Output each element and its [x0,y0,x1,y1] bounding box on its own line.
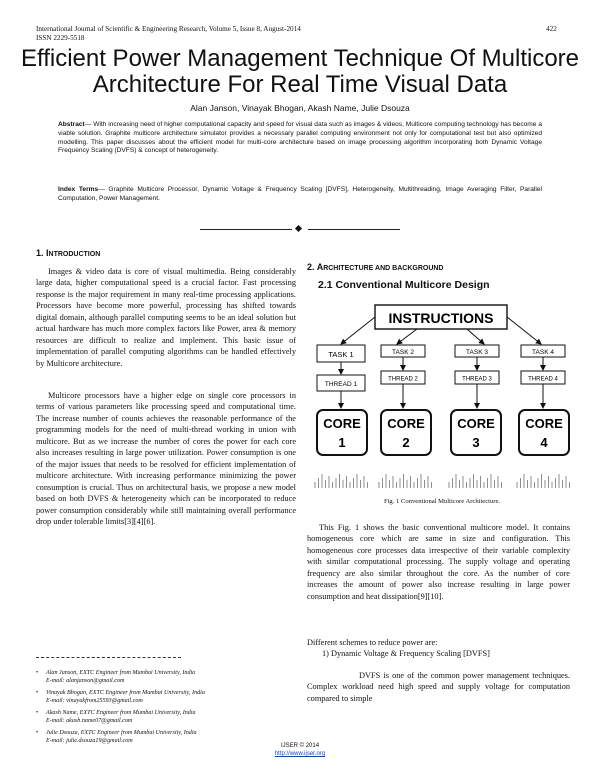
index-terms-label: Index Terms [58,186,99,193]
task-box [317,345,365,362]
bullet-icon: • [36,690,39,696]
abstract-label: Abstract [58,121,85,128]
svg-text:2: 2 [402,435,410,450]
footnote-author-3: • Akash Name, EXTC Engineer from Mumbai University, India E-mail: akash.name07@gmail.com [36,710,196,724]
svg-text:CORE: CORE [525,416,563,431]
svg-text:CORE: CORE [387,416,425,431]
footnote-author-4: • Julie Dsouza, EXTC Engineer from Mumbai University, India E-mail: julie.dsouza19@gmail.com [36,730,197,744]
svg-text:THREAD 3: THREAD 3 [462,376,492,383]
figure-1-diagram [309,300,577,495]
svg-text:1: 1 [338,435,346,450]
figure-1-caption: Fig. 1 Conventional Multicore Architecture. [383,498,501,505]
instructions-box [375,305,507,329]
author-list: Alan Janson, Vinayak Bhogan, Akash Name, Julie Dsouza [190,103,410,113]
thread-box [455,371,499,384]
subsection-2-1-heading: 2.1 Conventional Multicore Design [318,279,490,291]
svg-text:THREAD 4: THREAD 4 [528,376,558,383]
thread-box [381,371,425,384]
paper-title: Efficient Power Management Technique Of Multicore Architecture For Real Time Visual Data [20,45,580,98]
svg-text:3: 3 [472,435,480,450]
arrow [467,329,484,344]
task-box [381,345,425,357]
bullet-icon: • [36,670,39,676]
footnote-rule [36,657,181,658]
core-box [451,410,501,455]
task-box [521,345,565,357]
thread-box [317,375,365,391]
svg-text:TASK 4: TASK 4 [532,349,554,356]
list-item-dvfs: 1) Dynamic Voltage & Frequency Scaling [DVFS] [322,649,490,658]
intro-paragraph-2: Multicore processors have a higher edge on single core processors in terms of various parameters like processing speed and computational time. The increase number of counts achieves the reasonable performance of the programming models for the need of multi-thread working in union with multicore. But as we increase the number of cores the power for each core also increases resulting in large power utilization. Power consumption is one of the major issues that needs to be resolved for efficient implementation of multicore architecture. With increasing performance minimizing the power consumption is crucial. Thus on architectural basis, we propose a new model based on both DVFS & heterogeneity which can be incorporated to reduce power consumption considerably while still maintaining overall performance drop under tolerable limits[3][4][6]. [36,391,296,526]
section-2-paragraph-2: Different schemes to reduce power are: [307,638,438,647]
task-box [455,345,499,357]
arrow [397,329,417,344]
section-1-heading: 1. INTRODUCTION [36,248,101,258]
core-waveforms [315,474,570,488]
svg-text:THREAD 2: THREAD 2 [388,376,418,383]
section-2-heading: 2. ARCHITECTURE AND BACKGROUND [307,262,444,272]
svg-text:THREAD 1: THREAD 1 [324,381,358,388]
issn: ISSN 2229-5518 [36,34,85,42]
footer-link[interactable]: http://www.ijser.org [274,751,326,757]
svg-text:TASK 3: TASK 3 [466,349,488,356]
core-box [381,410,431,455]
arrow [507,317,541,344]
index-terms-text: — Graphite Multicore Processor, Dynamic Voltage & Frequency Scaling [DVFS], Heterogeneity, Multithreading, Image Averaging Filter, Parallel Computation, Power Management. [58,186,542,202]
arrow [341,317,375,344]
journal-header: International Journal of Scientific & Engineering Research, Volume 5, Issue 8, August-2014 [36,25,301,33]
bullet-icon: • [36,710,39,716]
svg-text:CORE: CORE [323,416,361,431]
core-box [519,410,569,455]
svg-text:CORE: CORE [457,416,495,431]
svg-text:4: 4 [540,435,548,450]
index-terms [58,186,542,204]
abstract [58,121,542,156]
divider-diamond-icon [295,225,302,232]
section-2-paragraph-3: DVFS is one of the common power management techniques. Complex workload need high speed and supply voltage for computation compared to simple [307,671,570,703]
section-2-paragraph-1: This Fig. 1 shows the basic conventional multicore model. It contains homogeneous core which are same in size and configuration. This homogeneous core processes data irrespective of their variable complexity with similar computational processing. The supply voltage and operating frequency are also similar throughout the core. As the number of core increases the amount of power also increase resulting in large power consumption and heat dissipation[9][10]. [307,523,570,601]
footnote-author-2: • Vinayak Bhogan, EXTC Engineer from Mumbai University, India E-mail: vinayakfrom25593@gmail.com [36,690,205,704]
svg-text:TASK 2: TASK 2 [392,349,414,356]
svg-text:INSTRUCTIONS: INSTRUCTIONS [388,310,494,326]
intro-paragraph-1: Images & video data is core of visual multimedia. Being considerably large data, higher computational speed is a crucial factor. Fast processing response is the major requirement in many real-time processing applications. Processors have become more powerful, processing has shifted towards digital domain, although parallel computing seems to be an ideal solution but actual hardware has much more complex factors like Power, area & memory resources are difficult to realize and implement. This basic issue of implementation of parallel computing algorithms can be handled effectively by Multicore architecture. [36,267,296,368]
footer-copyright: IJSER © 2014 [280,743,320,749]
svg-text:TASK 1: TASK 1 [328,350,354,359]
abstract-text: — With increasing need of higher computational capacity and speed for visual data such as images & videos, Multicore computing technology has become a viable solution. Graphite multicore architecture simulator provides a necessary parallel computing environment not only for computational test but also optimized modelling. This paper discusses about the efficient model for multi-core architecture based on image processing algorithm incorporating both Dynamic Voltage Frequency Scaling (DVFS) & concept of heterogeneity. [58,121,542,155]
page-number: 422 [546,25,557,33]
thread-box [521,371,565,384]
bullet-icon: • [36,730,39,736]
core-box [317,410,367,455]
section-divider [200,224,400,234]
footnote-author-1: • Alan Janson, EXTC Engineer from Mumbai University, India E-mail: alanjanson@gmail.com [36,670,196,684]
